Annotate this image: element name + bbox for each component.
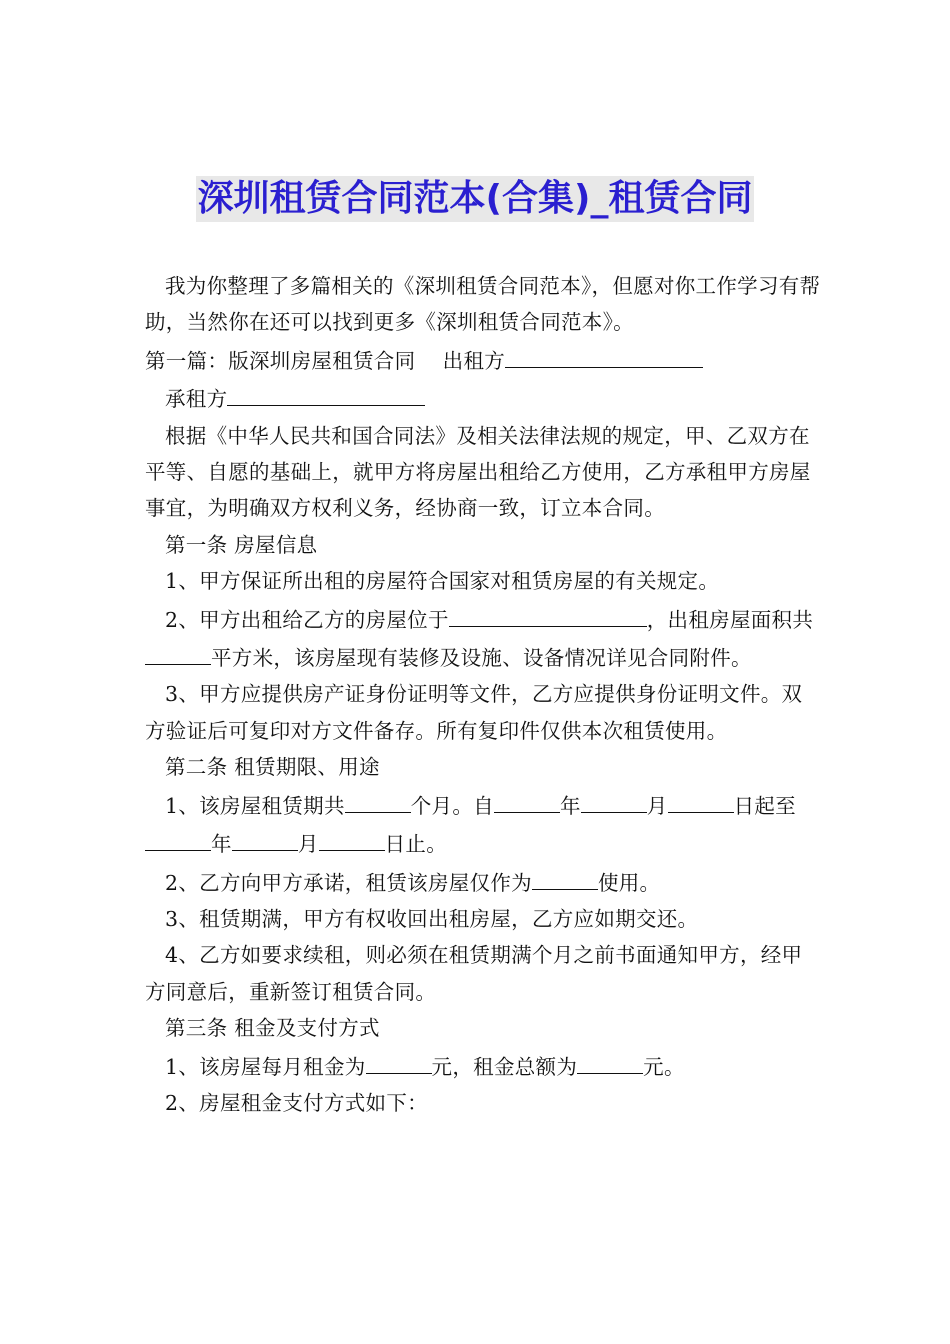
lessee-line bbox=[145, 379, 821, 417]
article-2-item-2 bbox=[145, 863, 821, 901]
document-body bbox=[145, 268, 821, 1121]
article-2-item-1-text-a: 1、该房屋租赁期共 bbox=[165, 793, 345, 818]
end-day-unit: 日止。 bbox=[384, 832, 448, 857]
usage-blank bbox=[532, 863, 598, 890]
article-2-item-2-text-a: 2、乙方向甲方承诺，租赁该房屋仅作为 bbox=[165, 870, 532, 895]
end-month-blank bbox=[232, 824, 298, 851]
article-1-item-3: 3、甲方应提供房产证身份证明等文件，乙方应提供身份证明文件。双方验证后可复印对方文件备存。所有复印件仅供本次租赁使用。 bbox=[145, 682, 803, 743]
article-1-item-2-text-a: 2、甲方出租给乙方的房屋位于 bbox=[165, 607, 449, 632]
lessee-blank bbox=[227, 379, 425, 406]
end-month-unit: 月 bbox=[297, 832, 319, 857]
article-1-item-2 bbox=[145, 600, 821, 677]
start-day-blank bbox=[668, 786, 734, 813]
intro-paragraph: 我为你整理了多篇相关的《深圳租赁合同范本》，但愿对你工作学习有帮助，当然你在还可以找到更多《深圳租赁合同范本》。 bbox=[145, 274, 821, 335]
end-year-unit: 年 bbox=[211, 832, 232, 857]
article-2-item-3: 3、租赁期满，甲方有权收回出租房屋，乙方应如期交还。 bbox=[165, 906, 699, 931]
start-month-unit: 月 bbox=[646, 793, 668, 818]
end-day-blank bbox=[319, 824, 385, 851]
monthly-rent-blank bbox=[366, 1047, 432, 1074]
article-1-item-2-text-c: 平方米，该房屋现有装修及设施、设备情况详见合同附件。 bbox=[211, 646, 752, 671]
article-3-item-1-text-c: 元。 bbox=[643, 1054, 685, 1079]
preamble-paragraph: 根据《中华人民共和国合同法》及相关法律法规的规定，甲、乙双方在平等、自愿的基础上，就甲方将房屋出租给乙方使用，乙方承租甲方房屋事宜，为明确双方权利义务，经协商一致，订立本合同。 bbox=[145, 423, 811, 521]
total-rent-blank bbox=[577, 1047, 643, 1074]
document-title: 深圳租赁合同范本(合集)_租赁合同 bbox=[196, 176, 755, 222]
article-1-item-2-text-b: ，出租房屋面积共 bbox=[646, 607, 814, 632]
article-1-heading: 第一条 房屋信息 bbox=[165, 532, 318, 557]
start-day-unit: 日起至 bbox=[733, 793, 796, 818]
article-2-item-1 bbox=[145, 786, 821, 863]
house-area-blank bbox=[145, 638, 211, 665]
article-2-heading: 第二条 租赁期限、用途 bbox=[165, 755, 380, 780]
start-year-blank bbox=[494, 786, 560, 813]
end-year-blank bbox=[145, 824, 211, 851]
article-2-item-1-text-b: 个月。自 bbox=[410, 793, 494, 818]
house-location-blank bbox=[449, 600, 647, 627]
lessor-label: 出租方 bbox=[442, 348, 506, 373]
article-3-item-2: 2、房屋租金支付方式如下： bbox=[165, 1090, 428, 1115]
lessor-blank bbox=[505, 341, 703, 368]
article-1-item-1: 1、甲方保证所出租的房屋符合国家对租赁房屋的有关规定。 bbox=[165, 569, 720, 594]
article-3-item-1-text-a: 1、该房屋每月租金为 bbox=[165, 1054, 366, 1079]
chapter-heading-line bbox=[145, 341, 821, 379]
lease-months-blank bbox=[345, 786, 411, 813]
article-2-item-2-text-b: 使用。 bbox=[597, 870, 661, 895]
lessee-label: 承租方 bbox=[165, 387, 228, 412]
article-3-item-1-text-b: 元，租金总额为 bbox=[431, 1054, 578, 1079]
article-3-heading: 第三条 租金及支付方式 bbox=[165, 1016, 380, 1041]
start-month-blank bbox=[581, 786, 647, 813]
chapter-1-heading: 第一篇：版深圳房屋租赁合同 bbox=[145, 348, 416, 373]
start-year-unit: 年 bbox=[559, 793, 581, 818]
article-2-item-4: 4、乙方如要求续租，则必须在租赁期满个月之前书面通知甲方，经甲方同意后，重新签订租赁合同。 bbox=[145, 943, 803, 1004]
title-container bbox=[0, 176, 950, 222]
article-3-item-1 bbox=[145, 1047, 821, 1085]
